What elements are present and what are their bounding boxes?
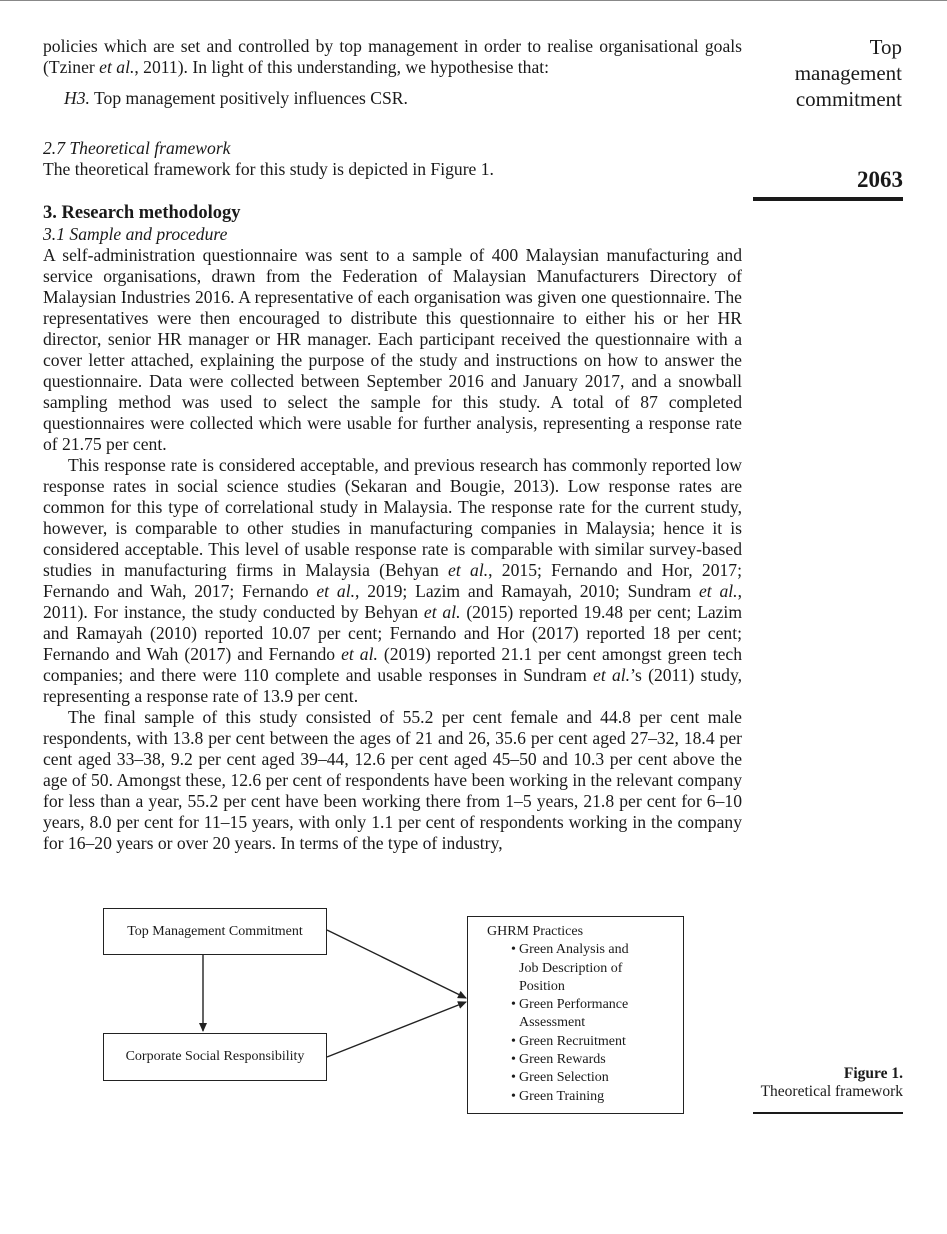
intro-paragraph: policies which are set and controlled by top management in order to realise organisational goals (Tziner et al., 2011). In light of this understanding, we hypothesise that:	[43, 36, 742, 77]
paragraph-response-rate: This response rate is considered acceptable, and previous research has commonly reported low response rates in social science studies (Sekaran and Bougie, 2013). Low response rates are common for this type of correlational study in Malaysia. The response rate for the current study, however, is comparable to other studies in manufacturing companies in Malaysia; hence it is considered acceptable. This level of usable response rate is comparable with similar survey-based studies in manufacturing firms in Malaysia (Behyan et al., 2015; Fernando and Hor, 2017; Fernando and Wah, 2017; Fernando et al., 2019; Lazim and Ramayah, 2010; Sundram et al., 2011). For instance, the study conducted by Behyan et al. (2015) reported 19.48 per cent; Lazim and Ramayah (2010) reported 10.07 per cent; Fernando and Hor (2017) reported 18 per cent; Fernando and Wah (2017) and Fernando et al. (2019) reported 21.1 per cent amongst green tech companies; and there were 110 complete and usable responses in Sundram et al.’s (2011) study, representing a response rate of 13.9 per cent.	[43, 455, 743, 706]
figure-caption-text: Theoretical framework	[760, 1083, 903, 1100]
section-3-1-heading: 3.1 Sample and procedure	[43, 224, 228, 244]
ghrm-item: • Green Recruitment	[511, 1033, 683, 1051]
section-3-heading: 3. Research methodology	[43, 203, 241, 223]
running-title-line: Top	[869, 35, 902, 59]
page-number: 2063	[857, 167, 903, 192]
caption-rule	[753, 1112, 903, 1114]
node-top-management-commitment: Top Management Commitment	[103, 908, 327, 955]
figure-label: Figure 1.	[843, 1065, 903, 1082]
ghrm-item: • Green Rewards	[511, 1051, 683, 1069]
paragraph-demographics: The final sample of this study consisted of 55.2 per cent female and 44.8 per cent male respondents, with 13.8 per cent between the ages of 21 and 26, 35.6 per cent aged 27–32, 18.4 per cent aged 33–38, 9.2 per cent aged 39–44, 12.6 per cent aged 45–50 and 10.3 per cent above the age of 50. Amongst these, 12.6 per cent of respondents have been working in the relevant company for less than a year, 55.2 per cent have been working there from 1–5 years, 21.8 per cent for 6–10 years, 8.0 per cent for 11–15 years, with only 1.1 per cent of respondents working in the company for 16–20 years or over 20 years. In terms of the type of industry,	[43, 707, 742, 853]
ghrm-title: GHRM Practices	[487, 924, 584, 939]
running-title-line: commitment	[795, 87, 902, 111]
hypothesis-label: H3.	[64, 88, 90, 108]
running-title-line: management	[794, 61, 902, 85]
arrow-tmc-to-ghrm	[327, 930, 466, 998]
section-2-7-text: The theoretical framework for this study is depicted in Figure 1.	[43, 159, 494, 179]
section-2-7-heading: 2.7 Theoretical framework	[43, 138, 231, 158]
ghrm-item: • Green Performance Assessment	[511, 996, 639, 1033]
ghrm-item: • Green Analysis and Job Description of Position	[511, 941, 639, 996]
figure-caption	[753, 1065, 903, 1101]
ghrm-list	[487, 941, 683, 1106]
ghrm-item: • Green Selection	[511, 1069, 683, 1087]
hypothesis-text: Top management positively influences CSR.	[94, 88, 408, 108]
paragraph-sample: A self-administration questionnaire was sent to a sample of 400 Malaysian manufacturing and service organisations, drawn from the Federation of Malaysian Manufacturers Directory of Malaysian Industries 2016. A representative of each organisation was given one questionnaire. The representatives were then encouraged to distribute this questionnaire to either his or her HR director, senior HR manager or HR manager. Each participant received the questionnaire with a cover letter attached, explaining the purpose of the study and instructions on how to answer the questionnaire. Data were collected between September 2016 and January 2017, and a snowball sampling method was used to select the sample for this study. A total of 87 completed questionnaires were collected which were usable for further analysis, representing a response rate of 21.75 per cent.	[43, 245, 742, 454]
arrow-csr-to-ghrm	[327, 1002, 466, 1057]
node-corporate-social-responsibility: Corporate Social Responsibility	[103, 1033, 327, 1081]
node-ghrm-practices	[467, 916, 684, 1114]
ghrm-item: • Green Training	[511, 1088, 683, 1106]
